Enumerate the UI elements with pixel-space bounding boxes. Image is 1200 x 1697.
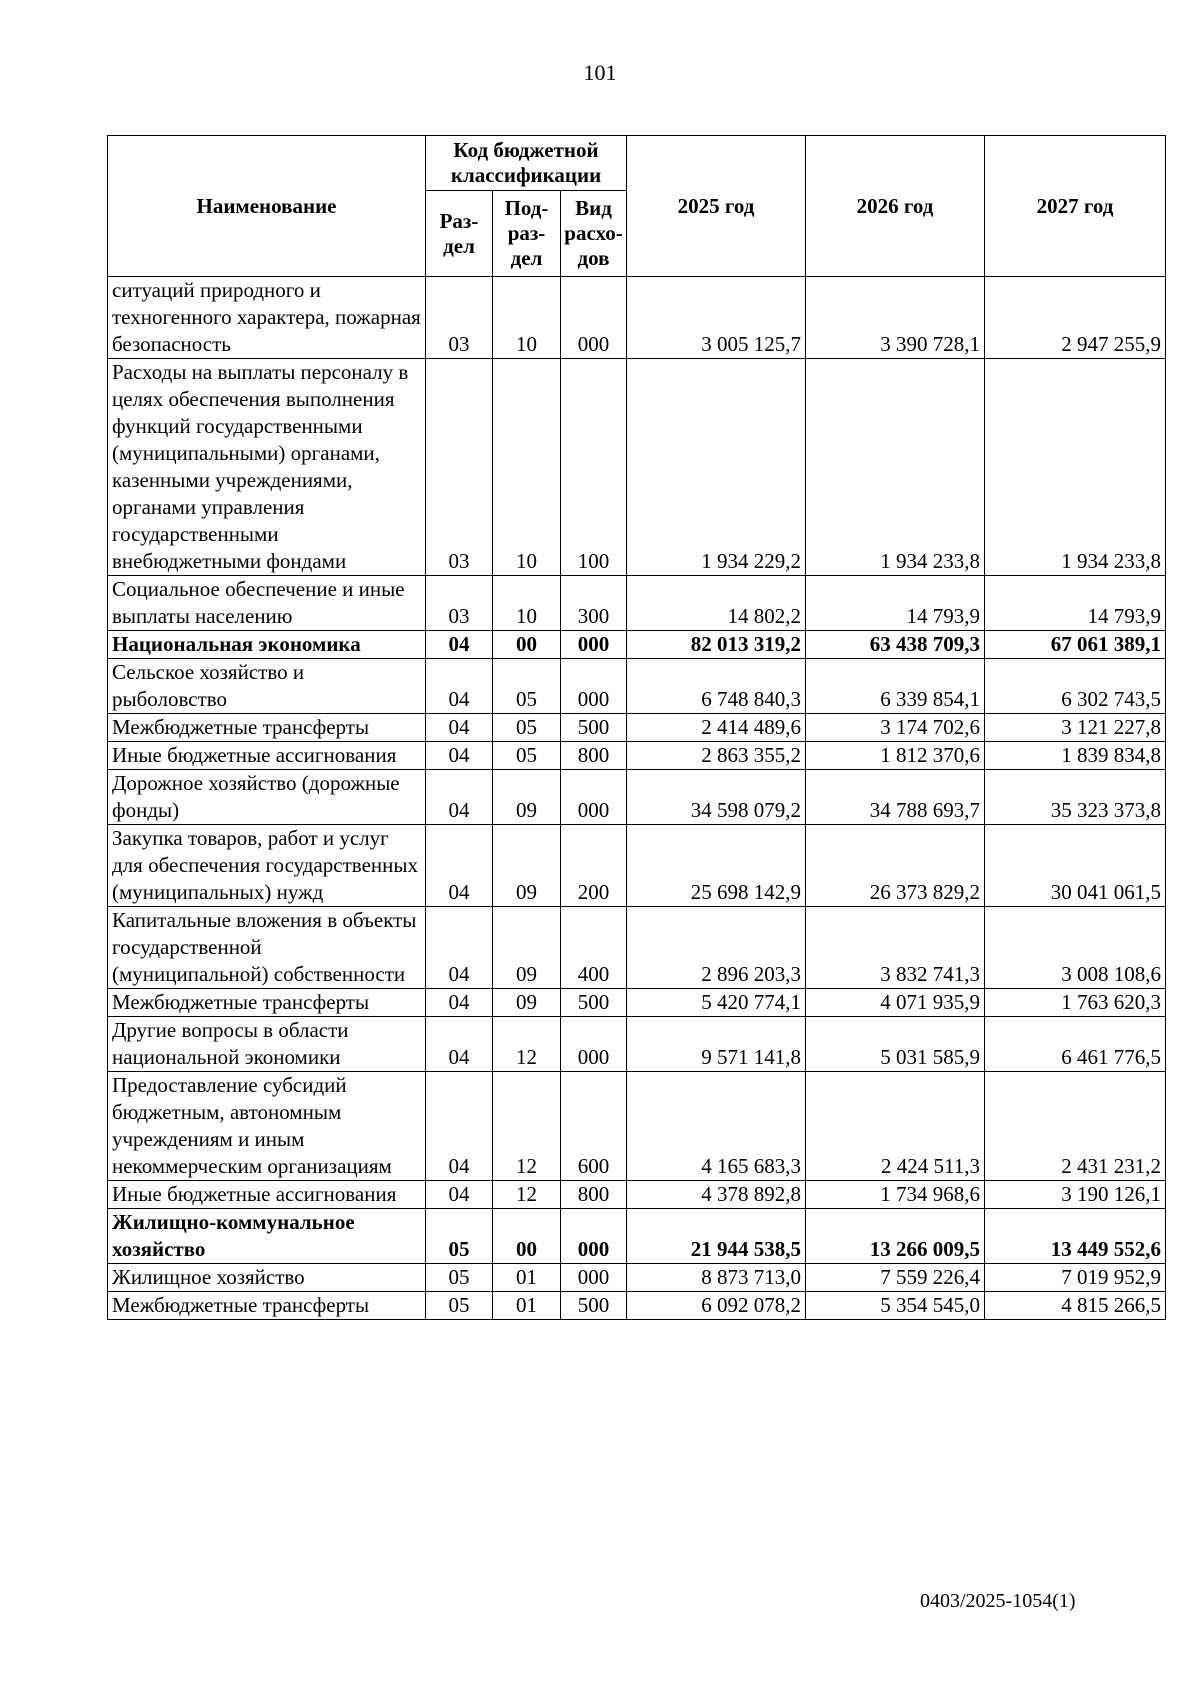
row-podrazdel: 00 xyxy=(493,631,561,659)
row-vid: 800 xyxy=(561,742,627,770)
row-value-2026: 13 266 009,5 xyxy=(806,1209,985,1264)
row-vid: 000 xyxy=(561,1264,627,1292)
row-podrazdel: 01 xyxy=(493,1264,561,1292)
row-value-2025: 9 571 141,8 xyxy=(627,1017,806,1072)
row-value-2027: 7 019 952,9 xyxy=(985,1264,1166,1292)
row-podrazdel: 05 xyxy=(493,659,561,714)
row-vid: 000 xyxy=(561,659,627,714)
row-value-2025: 8 873 713,0 xyxy=(627,1264,806,1292)
document-code: 0403/2025-1054(1) xyxy=(920,1590,1076,1612)
row-value-2026: 5 354 545,0 xyxy=(806,1292,985,1320)
row-value-2027: 2 431 231,2 xyxy=(985,1072,1166,1181)
row-razdel: 03 xyxy=(426,576,493,631)
header-vid: Вид расхо-дов xyxy=(561,191,627,277)
table-row xyxy=(108,1264,1166,1292)
table-row xyxy=(108,989,1166,1017)
row-razdel: 03 xyxy=(426,277,493,359)
row-value-2026: 5 031 585,9 xyxy=(806,1017,985,1072)
row-razdel: 05 xyxy=(426,1264,493,1292)
row-name: Социальное обеспечение и иные выплаты населению xyxy=(108,576,426,631)
row-value-2026: 3 832 741,3 xyxy=(806,907,985,989)
row-value-2025: 2 896 203,3 xyxy=(627,907,806,989)
row-podrazdel: 09 xyxy=(493,825,561,907)
header-name: Наименование xyxy=(108,136,426,277)
row-value-2025: 6 092 078,2 xyxy=(627,1292,806,1320)
row-podrazdel: 09 xyxy=(493,989,561,1017)
row-value-2026: 63 438 709,3 xyxy=(806,631,985,659)
row-vid: 500 xyxy=(561,1292,627,1320)
row-vid: 300 xyxy=(561,576,627,631)
row-razdel: 03 xyxy=(426,359,493,576)
row-value-2025: 2 414 489,6 xyxy=(627,714,806,742)
row-value-2027: 1 934 233,8 xyxy=(985,359,1166,576)
row-razdel: 05 xyxy=(426,1292,493,1320)
row-value-2026: 26 373 829,2 xyxy=(806,825,985,907)
row-podrazdel: 12 xyxy=(493,1072,561,1181)
header-2027: 2027 год xyxy=(985,136,1166,277)
row-value-2025: 25 698 142,9 xyxy=(627,825,806,907)
row-value-2026: 6 339 854,1 xyxy=(806,659,985,714)
row-vid: 200 xyxy=(561,825,627,907)
row-value-2027: 4 815 266,5 xyxy=(985,1292,1166,1320)
row-vid: 400 xyxy=(561,907,627,989)
header-2026: 2026 год xyxy=(806,136,985,277)
row-value-2027: 30 041 061,5 xyxy=(985,825,1166,907)
row-name: Расходы на выплаты персоналу в целях обеспечения выполнения функций государственными (муниципальными) органами, казенными учреждениями, органами управления государственными внебюджетными фондами xyxy=(108,359,426,576)
row-value-2026: 3 174 702,6 xyxy=(806,714,985,742)
header-podrazdel: Под-раз-дел xyxy=(493,191,561,277)
row-vid: 000 xyxy=(561,631,627,659)
row-podrazdel: 09 xyxy=(493,907,561,989)
table-row xyxy=(108,742,1166,770)
row-vid: 000 xyxy=(561,277,627,359)
row-podrazdel: 12 xyxy=(493,1017,561,1072)
row-name: Дорожное хозяйство (дорожные фонды) xyxy=(108,770,426,825)
header-razdel: Раз-дел xyxy=(426,191,493,277)
row-name: Закупка товаров, работ и услуг для обеспечения государственных (муниципальных) нужд xyxy=(108,825,426,907)
row-razdel: 04 xyxy=(426,631,493,659)
row-name: Предоставление субсидий бюджетным, автономным учреждениям и иным некоммерческим организациям xyxy=(108,1072,426,1181)
row-value-2027: 3 190 126,1 xyxy=(985,1181,1166,1209)
row-value-2025: 82 013 319,2 xyxy=(627,631,806,659)
row-podrazdel: 00 xyxy=(493,1209,561,1264)
table-row xyxy=(108,576,1166,631)
row-name: Иные бюджетные ассигнования xyxy=(108,742,426,770)
row-razdel: 04 xyxy=(426,770,493,825)
row-podrazdel: 10 xyxy=(493,359,561,576)
row-value-2026: 1 812 370,6 xyxy=(806,742,985,770)
row-name: Межбюджетные трансферты xyxy=(108,989,426,1017)
table-row xyxy=(108,1292,1166,1320)
table-row xyxy=(108,277,1166,359)
row-value-2025: 21 944 538,5 xyxy=(627,1209,806,1264)
row-value-2027: 2 947 255,9 xyxy=(985,277,1166,359)
row-value-2025: 2 863 355,2 xyxy=(627,742,806,770)
row-vid: 000 xyxy=(561,1017,627,1072)
row-name: Сельское хозяйство и рыболовство xyxy=(108,659,426,714)
row-razdel: 04 xyxy=(426,989,493,1017)
row-value-2027: 3 121 227,8 xyxy=(985,714,1166,742)
row-value-2027: 35 323 373,8 xyxy=(985,770,1166,825)
row-value-2025: 4 378 892,8 xyxy=(627,1181,806,1209)
row-name: Другие вопросы в области национальной экономики xyxy=(108,1017,426,1072)
row-value-2027: 1 763 620,3 xyxy=(985,989,1166,1017)
table-row xyxy=(108,359,1166,576)
row-name: Межбюджетные трансферты xyxy=(108,1292,426,1320)
header-2025: 2025 год xyxy=(627,136,806,277)
row-value-2026: 4 071 935,9 xyxy=(806,989,985,1017)
row-vid: 000 xyxy=(561,1209,627,1264)
row-vid: 800 xyxy=(561,1181,627,1209)
row-razdel: 04 xyxy=(426,714,493,742)
row-podrazdel: 05 xyxy=(493,742,561,770)
row-podrazdel: 10 xyxy=(493,277,561,359)
row-razdel: 04 xyxy=(426,1017,493,1072)
row-podrazdel: 05 xyxy=(493,714,561,742)
row-value-2027: 13 449 552,6 xyxy=(985,1209,1166,1264)
row-razdel: 05 xyxy=(426,1209,493,1264)
row-podrazdel: 12 xyxy=(493,1181,561,1209)
row-value-2025: 5 420 774,1 xyxy=(627,989,806,1017)
budget-table xyxy=(107,135,1166,1320)
row-value-2027: 67 061 389,1 xyxy=(985,631,1166,659)
header-code-group: Код бюджетной классификации xyxy=(426,136,627,191)
table-row xyxy=(108,1209,1166,1264)
row-value-2025: 6 748 840,3 xyxy=(627,659,806,714)
row-name: Межбюджетные трансферты xyxy=(108,714,426,742)
row-value-2027: 6 302 743,5 xyxy=(985,659,1166,714)
row-name: Иные бюджетные ассигнования xyxy=(108,1181,426,1209)
row-razdel: 04 xyxy=(426,1181,493,1209)
row-value-2025: 1 934 229,2 xyxy=(627,359,806,576)
row-name: Жилищно-коммунальное хозяйство xyxy=(108,1209,426,1264)
row-value-2025: 3 005 125,7 xyxy=(627,277,806,359)
row-value-2025: 14 802,2 xyxy=(627,576,806,631)
table-row xyxy=(108,907,1166,989)
table-row xyxy=(108,714,1166,742)
row-name: ситуаций природного и техногенного характера, пожарная безопасность xyxy=(108,277,426,359)
table-row xyxy=(108,1181,1166,1209)
row-razdel: 04 xyxy=(426,659,493,714)
table-row xyxy=(108,1017,1166,1072)
table-row xyxy=(108,825,1166,907)
table-body xyxy=(108,277,1166,1320)
table-row xyxy=(108,659,1166,714)
row-vid: 000 xyxy=(561,770,627,825)
row-razdel: 04 xyxy=(426,1072,493,1181)
row-razdel: 04 xyxy=(426,907,493,989)
row-vid: 600 xyxy=(561,1072,627,1181)
row-value-2026: 3 390 728,1 xyxy=(806,277,985,359)
row-value-2026: 34 788 693,7 xyxy=(806,770,985,825)
row-value-2027: 14 793,9 xyxy=(985,576,1166,631)
row-podrazdel: 01 xyxy=(493,1292,561,1320)
row-vid: 500 xyxy=(561,714,627,742)
row-name: Капитальные вложения в объекты государственной (муниципальной) собственности xyxy=(108,907,426,989)
table-row xyxy=(108,1072,1166,1181)
page-number: 101 xyxy=(583,60,617,85)
row-value-2027: 3 008 108,6 xyxy=(985,907,1166,989)
table-row xyxy=(108,631,1166,659)
row-value-2027: 6 461 776,5 xyxy=(985,1017,1166,1072)
row-value-2026: 14 793,9 xyxy=(806,576,985,631)
row-podrazdel: 09 xyxy=(493,770,561,825)
row-value-2026: 1 934 233,8 xyxy=(806,359,985,576)
row-value-2026: 2 424 511,3 xyxy=(806,1072,985,1181)
row-value-2027: 1 839 834,8 xyxy=(985,742,1166,770)
row-value-2025: 4 165 683,3 xyxy=(627,1072,806,1181)
table-row xyxy=(108,770,1166,825)
row-razdel: 04 xyxy=(426,742,493,770)
row-name: Национальная экономика xyxy=(108,631,426,659)
row-vid: 100 xyxy=(561,359,627,576)
row-value-2025: 34 598 079,2 xyxy=(627,770,806,825)
row-value-2026: 7 559 226,4 xyxy=(806,1264,985,1292)
row-vid: 500 xyxy=(561,989,627,1017)
row-razdel: 04 xyxy=(426,825,493,907)
row-name: Жилищное хозяйство xyxy=(108,1264,426,1292)
row-podrazdel: 10 xyxy=(493,576,561,631)
row-value-2026: 1 734 968,6 xyxy=(806,1181,985,1209)
